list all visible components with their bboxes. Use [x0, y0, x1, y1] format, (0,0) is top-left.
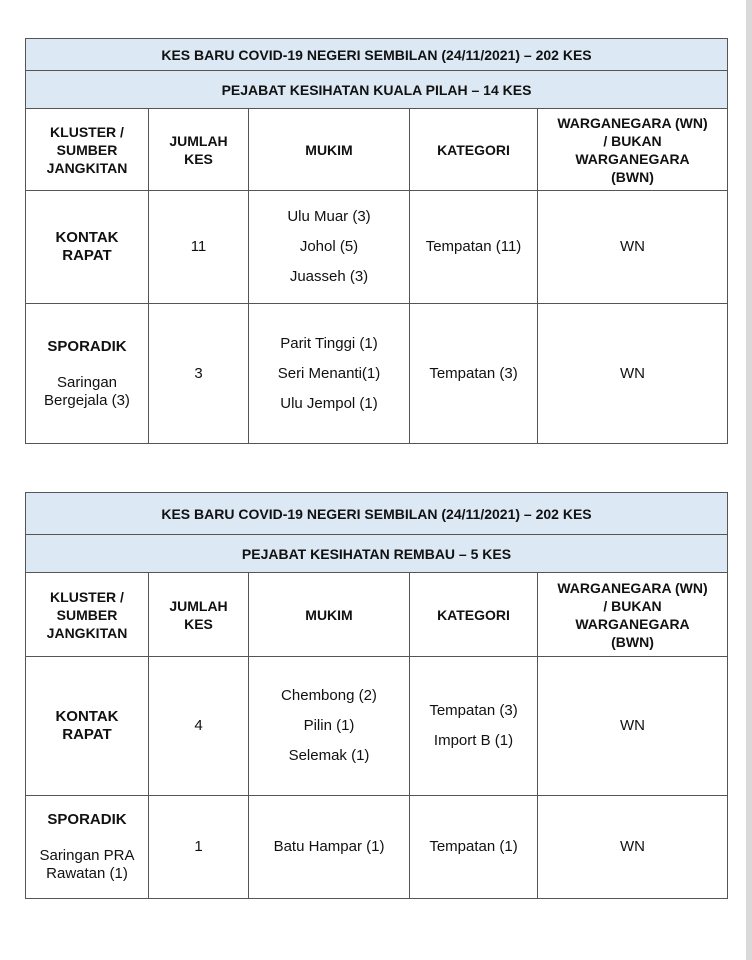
cell-jumlah: 1 — [149, 796, 249, 899]
table-row — [26, 657, 728, 796]
cell-kategori: Tempatan (3) — [410, 304, 538, 444]
header-jumlah-line: KES — [184, 150, 213, 167]
header-kluster-line: JANGKITAN — [46, 624, 128, 641]
header-kluster-line: SUMBER — [56, 141, 118, 158]
kategori-item: Import B (1) — [433, 732, 514, 749]
table-title: KES BARU COVID-19 NEGERI SEMBILAN (24/11/2021) – 202 KES — [26, 493, 728, 535]
header-mukim: MUKIM — [249, 109, 410, 191]
mukim-item: Pilin (1) — [303, 717, 355, 734]
kluster-sub-line: Rawatan (1) — [46, 865, 128, 882]
cell-warga: WN — [538, 304, 728, 444]
header-kluster-line: JANGKITAN — [46, 159, 128, 176]
cell-kategori — [410, 657, 538, 796]
header-warga-line: (BWN) — [611, 168, 654, 185]
header-warga-line: WARGANEGARA — [575, 615, 690, 632]
covid-table-rembau — [25, 492, 728, 899]
header-kategori: KATEGORI — [410, 573, 538, 657]
mukim-item: Johol (5) — [299, 238, 359, 255]
office-title: PEJABAT KESIHATAN REMBAU – 5 KES — [26, 535, 728, 573]
kluster-sub-line: Saringan PRA — [39, 847, 135, 864]
cell-kategori: Tempatan (11) — [410, 191, 538, 304]
header-warga-line: WARGANEGARA (WN) — [557, 114, 708, 131]
cell-warga: WN — [538, 796, 728, 899]
cell-mukim — [249, 191, 410, 304]
covid-table-kuala-pilah — [25, 38, 728, 444]
cell-kluster — [26, 796, 149, 899]
table-title: KES BARU COVID-19 NEGERI SEMBILAN (24/11/2021) – 202 KES — [26, 39, 728, 71]
header-kluster — [26, 109, 149, 191]
cell-kluster — [26, 304, 149, 444]
header-jumlah-line: JUMLAH — [169, 132, 228, 149]
table-row — [26, 304, 728, 444]
mukim-item: Chembong (2) — [281, 687, 377, 704]
mukim-item: Seri Menanti(1) — [277, 364, 381, 382]
header-kluster-line: KLUSTER / — [50, 123, 124, 140]
header-kluster — [26, 573, 149, 657]
cell-warga: WN — [538, 191, 728, 304]
mukim-item: Ulu Jempol (1) — [280, 394, 378, 412]
header-jumlah-line: KES — [184, 615, 213, 632]
page-edge — [746, 0, 752, 960]
top-margin — [0, 0, 752, 14]
header-kategori: KATEGORI — [410, 109, 538, 191]
cell-mukim — [249, 304, 410, 444]
header-warga — [538, 109, 728, 191]
kluster-sub-line: Saringan — [56, 373, 118, 391]
cell-jumlah: 11 — [149, 191, 249, 304]
cell-mukim: Batu Hampar (1) — [249, 796, 410, 899]
header-kluster-line: SUMBER — [56, 606, 118, 623]
cell-kategori: Tempatan (1) — [410, 796, 538, 899]
cell-warga: WN — [538, 657, 728, 796]
header-warga-line: WARGANEGARA (WN) — [557, 579, 708, 596]
header-jumlah — [149, 573, 249, 657]
cell-jumlah: 4 — [149, 657, 249, 796]
kluster-line: KONTAK — [55, 229, 119, 246]
table-row — [26, 796, 728, 899]
cell-jumlah: 3 — [149, 304, 249, 444]
header-warga-line: (BWN) — [611, 633, 654, 650]
kluster-line: SPORADIK — [47, 811, 127, 828]
cell-kluster — [26, 191, 149, 304]
kluster-line: SPORADIK — [47, 337, 127, 355]
header-jumlah — [149, 109, 249, 191]
header-mukim: MUKIM — [249, 573, 410, 657]
mukim-item: Juasseh (3) — [289, 268, 369, 285]
mukim-item: Ulu Muar (3) — [287, 208, 371, 225]
header-warga-line: / BUKAN — [603, 597, 662, 614]
kluster-line: KONTAK — [55, 708, 119, 725]
mukim-item: Selemak (1) — [288, 747, 370, 764]
header-kluster-line: KLUSTER / — [50, 588, 124, 605]
cell-mukim — [249, 657, 410, 796]
header-warga-line: / BUKAN — [603, 132, 662, 149]
kluster-line: RAPAT — [62, 247, 112, 264]
office-title: PEJABAT KESIHATAN KUALA PILAH – 14 KES — [26, 71, 728, 109]
header-warga-line: WARGANEGARA — [575, 150, 690, 167]
kluster-sub-line: Bergejala (3) — [44, 391, 130, 409]
mukim-item: Parit Tinggi (1) — [280, 334, 378, 352]
kluster-line: RAPAT — [62, 726, 112, 743]
header-jumlah-line: JUMLAH — [169, 597, 228, 614]
kategori-item: Tempatan (3) — [429, 702, 518, 719]
cell-kluster — [26, 657, 149, 796]
header-warga — [538, 573, 728, 657]
table-row — [26, 191, 728, 304]
